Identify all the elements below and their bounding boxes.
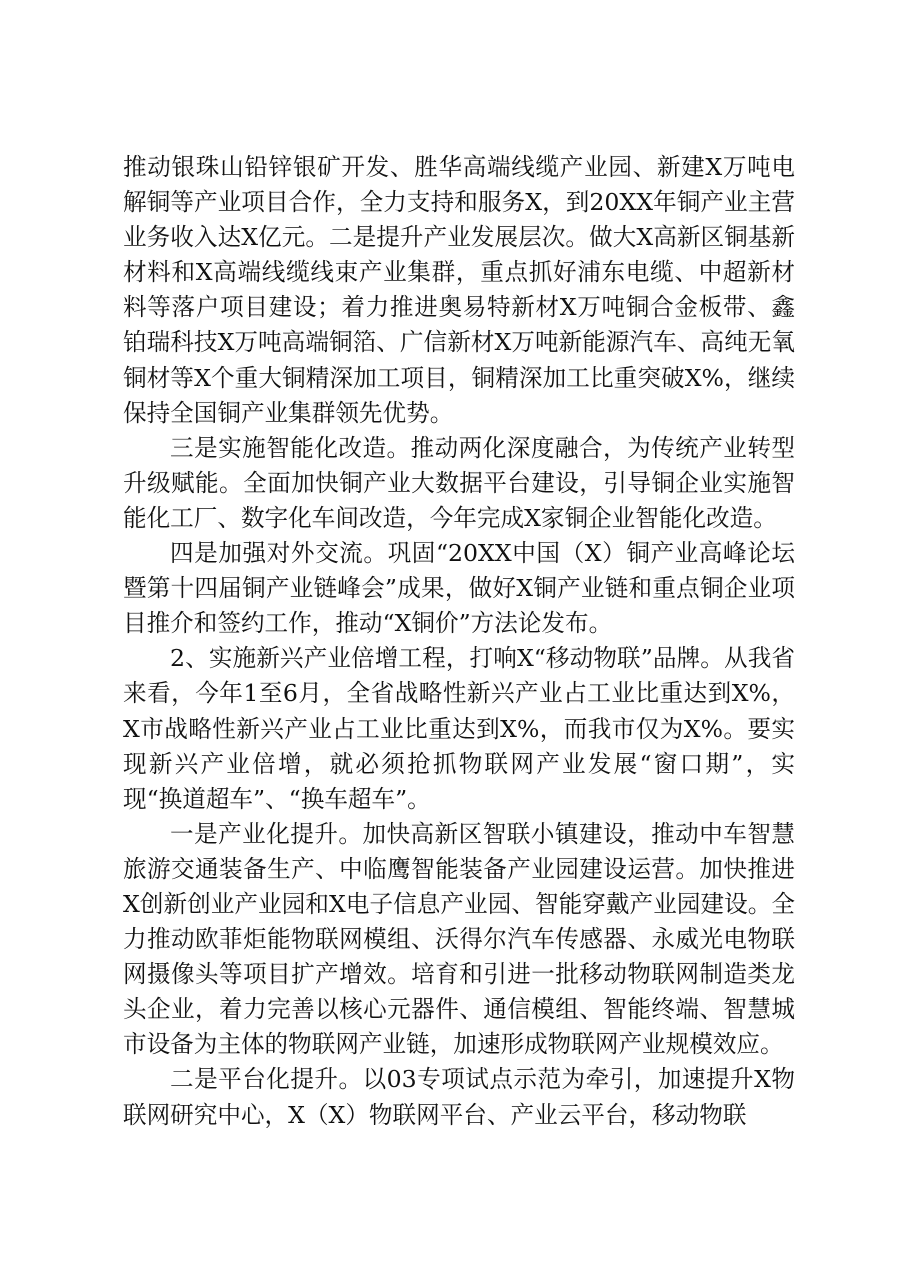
paragraph-5: 一是产业化提升。加快高新区智联小镇建设，推动中车智慧旅游交通装备生产、中临鹰智能装备产业园建设运营。加快推进X创新创业产业园和X电子信息产业园、智能穿戴产业园建设。全力推动欧菲炬能物联网模组、沃得尔汽车传感器、永威光电物联网摄像头等项目扩产增效。培育和引进一批移动物联网制造类龙头企业，着力完善以核心元器件、通信模组、智能终端、智慧城市设备为主体的物联网产业链，加速形成物联网产业规模效应。 xyxy=(123,819,795,1059)
paragraph-3: 四是加强对外交流。巩固“20XX中国（X）铜产业高峰论坛暨第十四届铜产业链峰会”成果，做好X铜产业链和重点铜企业项目推介和签约工作，推动“X铜价”方法论发布。 xyxy=(123,539,795,638)
paragraph-1: 推动银珠山铅锌银矿开发、胜华高端线缆产业园、新建X万吨电解铜等产业项目合作，全力支持和服务X，到20XX年铜产业主营业务收入达X亿元。二是提升产业发展层次。做大X高新区铜基新材料和X高端线缆线束产业集群，重点抓好浦东电缆、中超新材料等落户项目建设；着力推进奥易特新材X万吨铜合金板带、鑫铂瑞科技X万吨高端铜箔、广信新材X万吨新能源汽车、高纯无氧铜材等X个重大铜精深加工项目，铜精深加工比重突破X%，继续保持全国铜产业集群领先优势。 xyxy=(123,153,795,427)
document-body xyxy=(123,150,795,1133)
paragraph-6: 二是平台化提升。以03专项试点示范为牵引，加速提升X物联网研究中心，X（X）物联网平台、产业云平台，移动物联 xyxy=(123,1065,795,1129)
paragraph-2: 三是实施智能化改造。推动两化深度融合，为传统产业转型升级赋能。全面加快铜产业大数据平台建设，引导铜企业实施智能化工厂、数字化车间改造，今年完成X家铜企业智能化改造。 xyxy=(123,433,795,532)
paragraph-4: 2、实施新兴产业倍增工程，打响X“移动物联”品牌。从我省来看，今年1至6月，全省战略性新兴产业占工业比重达到X%，X市战略性新兴产业占工业比重达到X%，而我市仅为X%。要实现新兴产业倍增，就必须抢抓物联网产业发展“窗口期”，实现“换道超车”、“换车超车”。 xyxy=(123,644,795,813)
